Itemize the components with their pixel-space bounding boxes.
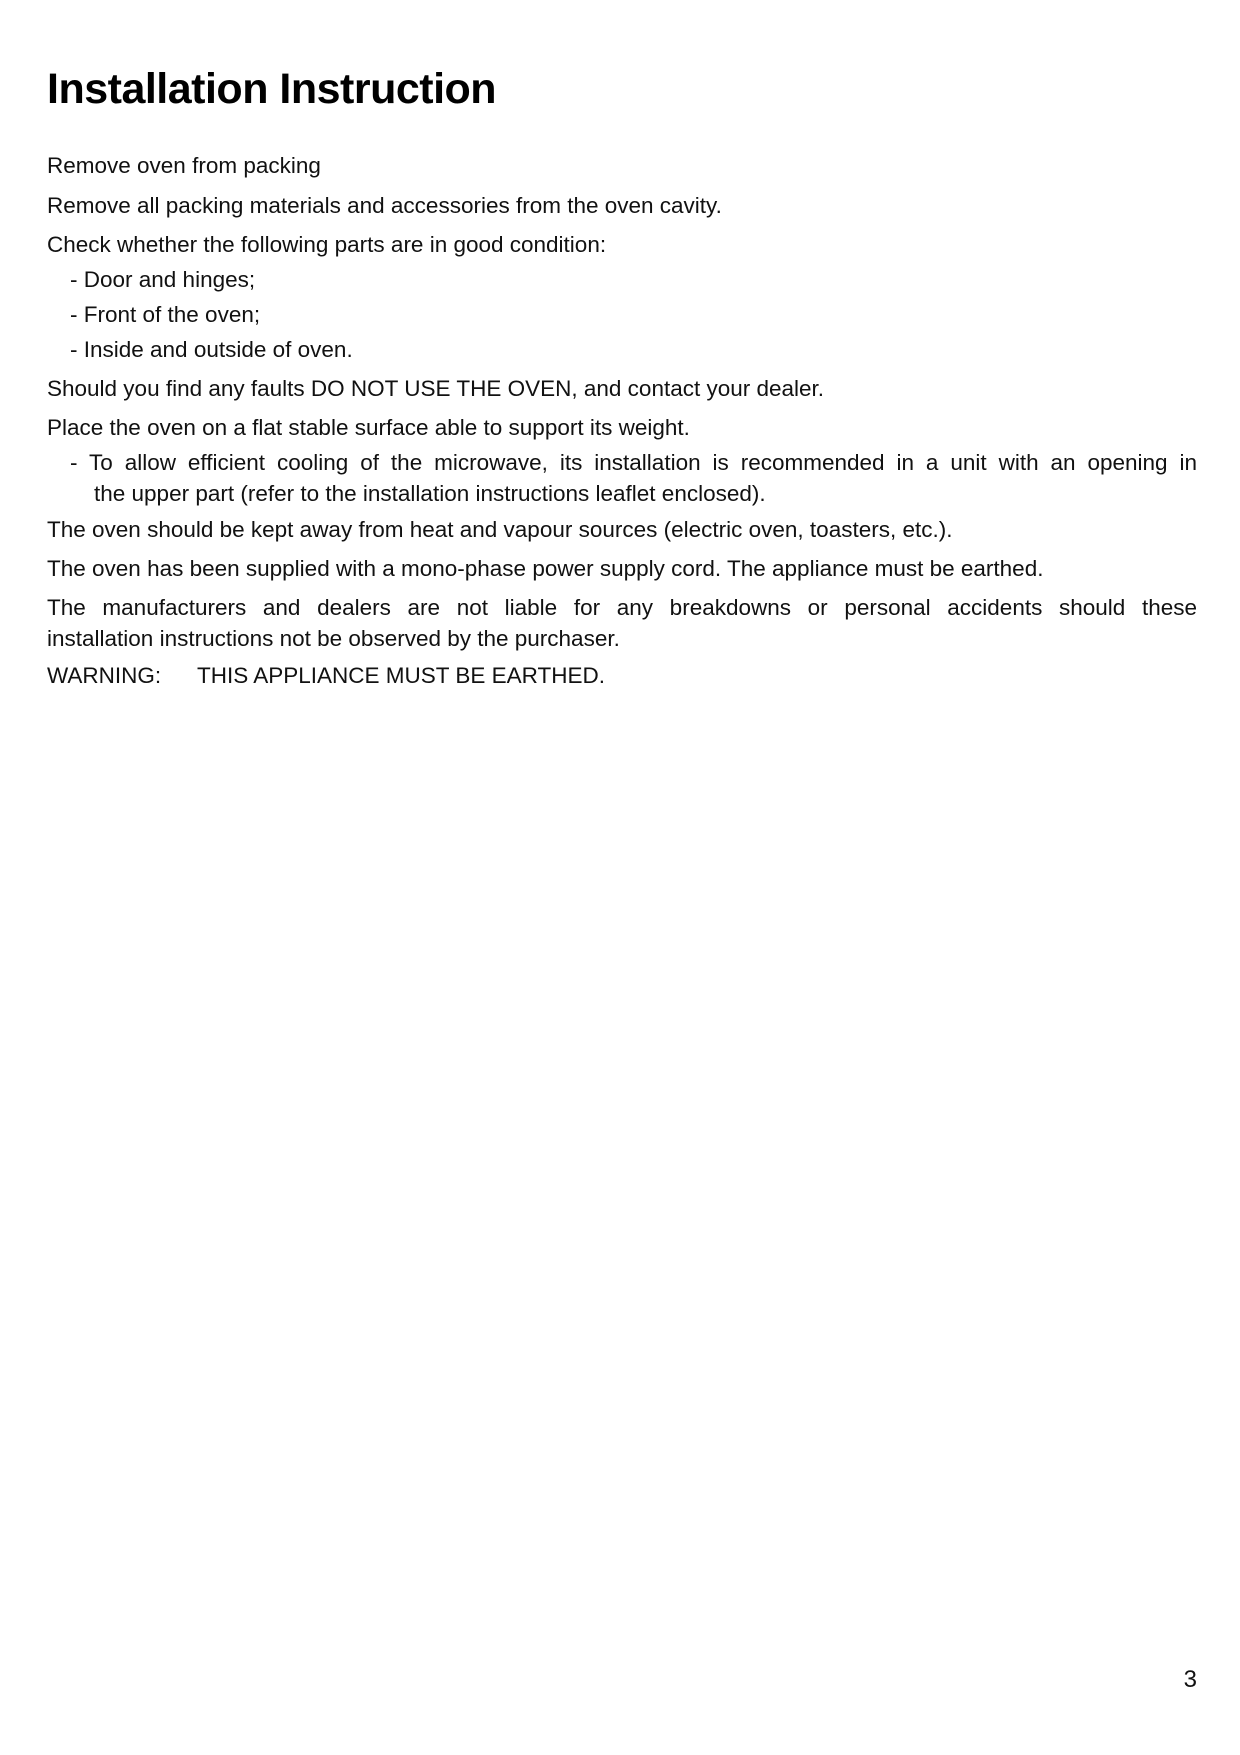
warning-notice xyxy=(47,660,605,691)
warning-label: WARNING: xyxy=(47,663,162,688)
page-number: 3 xyxy=(1183,1666,1197,1693)
list-item-front-oven: - Front of the oven; xyxy=(70,302,261,327)
paragraph-check-parts: Check whether the following parts are in good condition: xyxy=(47,232,607,257)
paragraph-liability xyxy=(47,592,1197,654)
paragraph-power-cord: The oven has been supplied with a mono-phase power supply cord. The appliance must be earthed. xyxy=(47,556,1044,581)
paragraph-remove-materials: Remove all packing materials and accessories from the oven cavity. xyxy=(47,193,722,218)
page-title: Installation Instruction xyxy=(47,65,497,113)
paragraph-place-oven: Place the oven on a flat stable surface able to support its weight. xyxy=(47,415,690,440)
liability-line-2: installation instructions not be observed by the purchaser. xyxy=(47,626,620,651)
paragraph-heat-sources: The oven should be kept away from heat and vapour sources (electric oven, toasters, etc.). xyxy=(47,517,953,542)
warning-text: THIS APPLIANCE MUST BE EARTHED. xyxy=(197,663,606,688)
liability-line-1: The manufacturers and dealers are not liable for any breakdowns or personal accidents should these xyxy=(47,595,1197,620)
list-item-inside-outside: - Inside and outside of oven. xyxy=(70,337,353,362)
cooling-note-line-2: the upper part (refer to the installation instructions leaflet enclosed). xyxy=(94,481,766,506)
paragraph-remove-oven: Remove oven from packing xyxy=(47,153,321,178)
list-item-cooling-note xyxy=(70,447,1197,509)
list-item-door-hinges: - Door and hinges; xyxy=(70,267,256,292)
cooling-note-line-1: - To allow efficient cooling of the microwave, its installation is recommended in a unit with an opening in xyxy=(70,450,1197,475)
paragraph-faults: Should you find any faults DO NOT USE THE OVEN, and contact your dealer. xyxy=(47,376,825,401)
document-page xyxy=(47,0,1197,1755)
